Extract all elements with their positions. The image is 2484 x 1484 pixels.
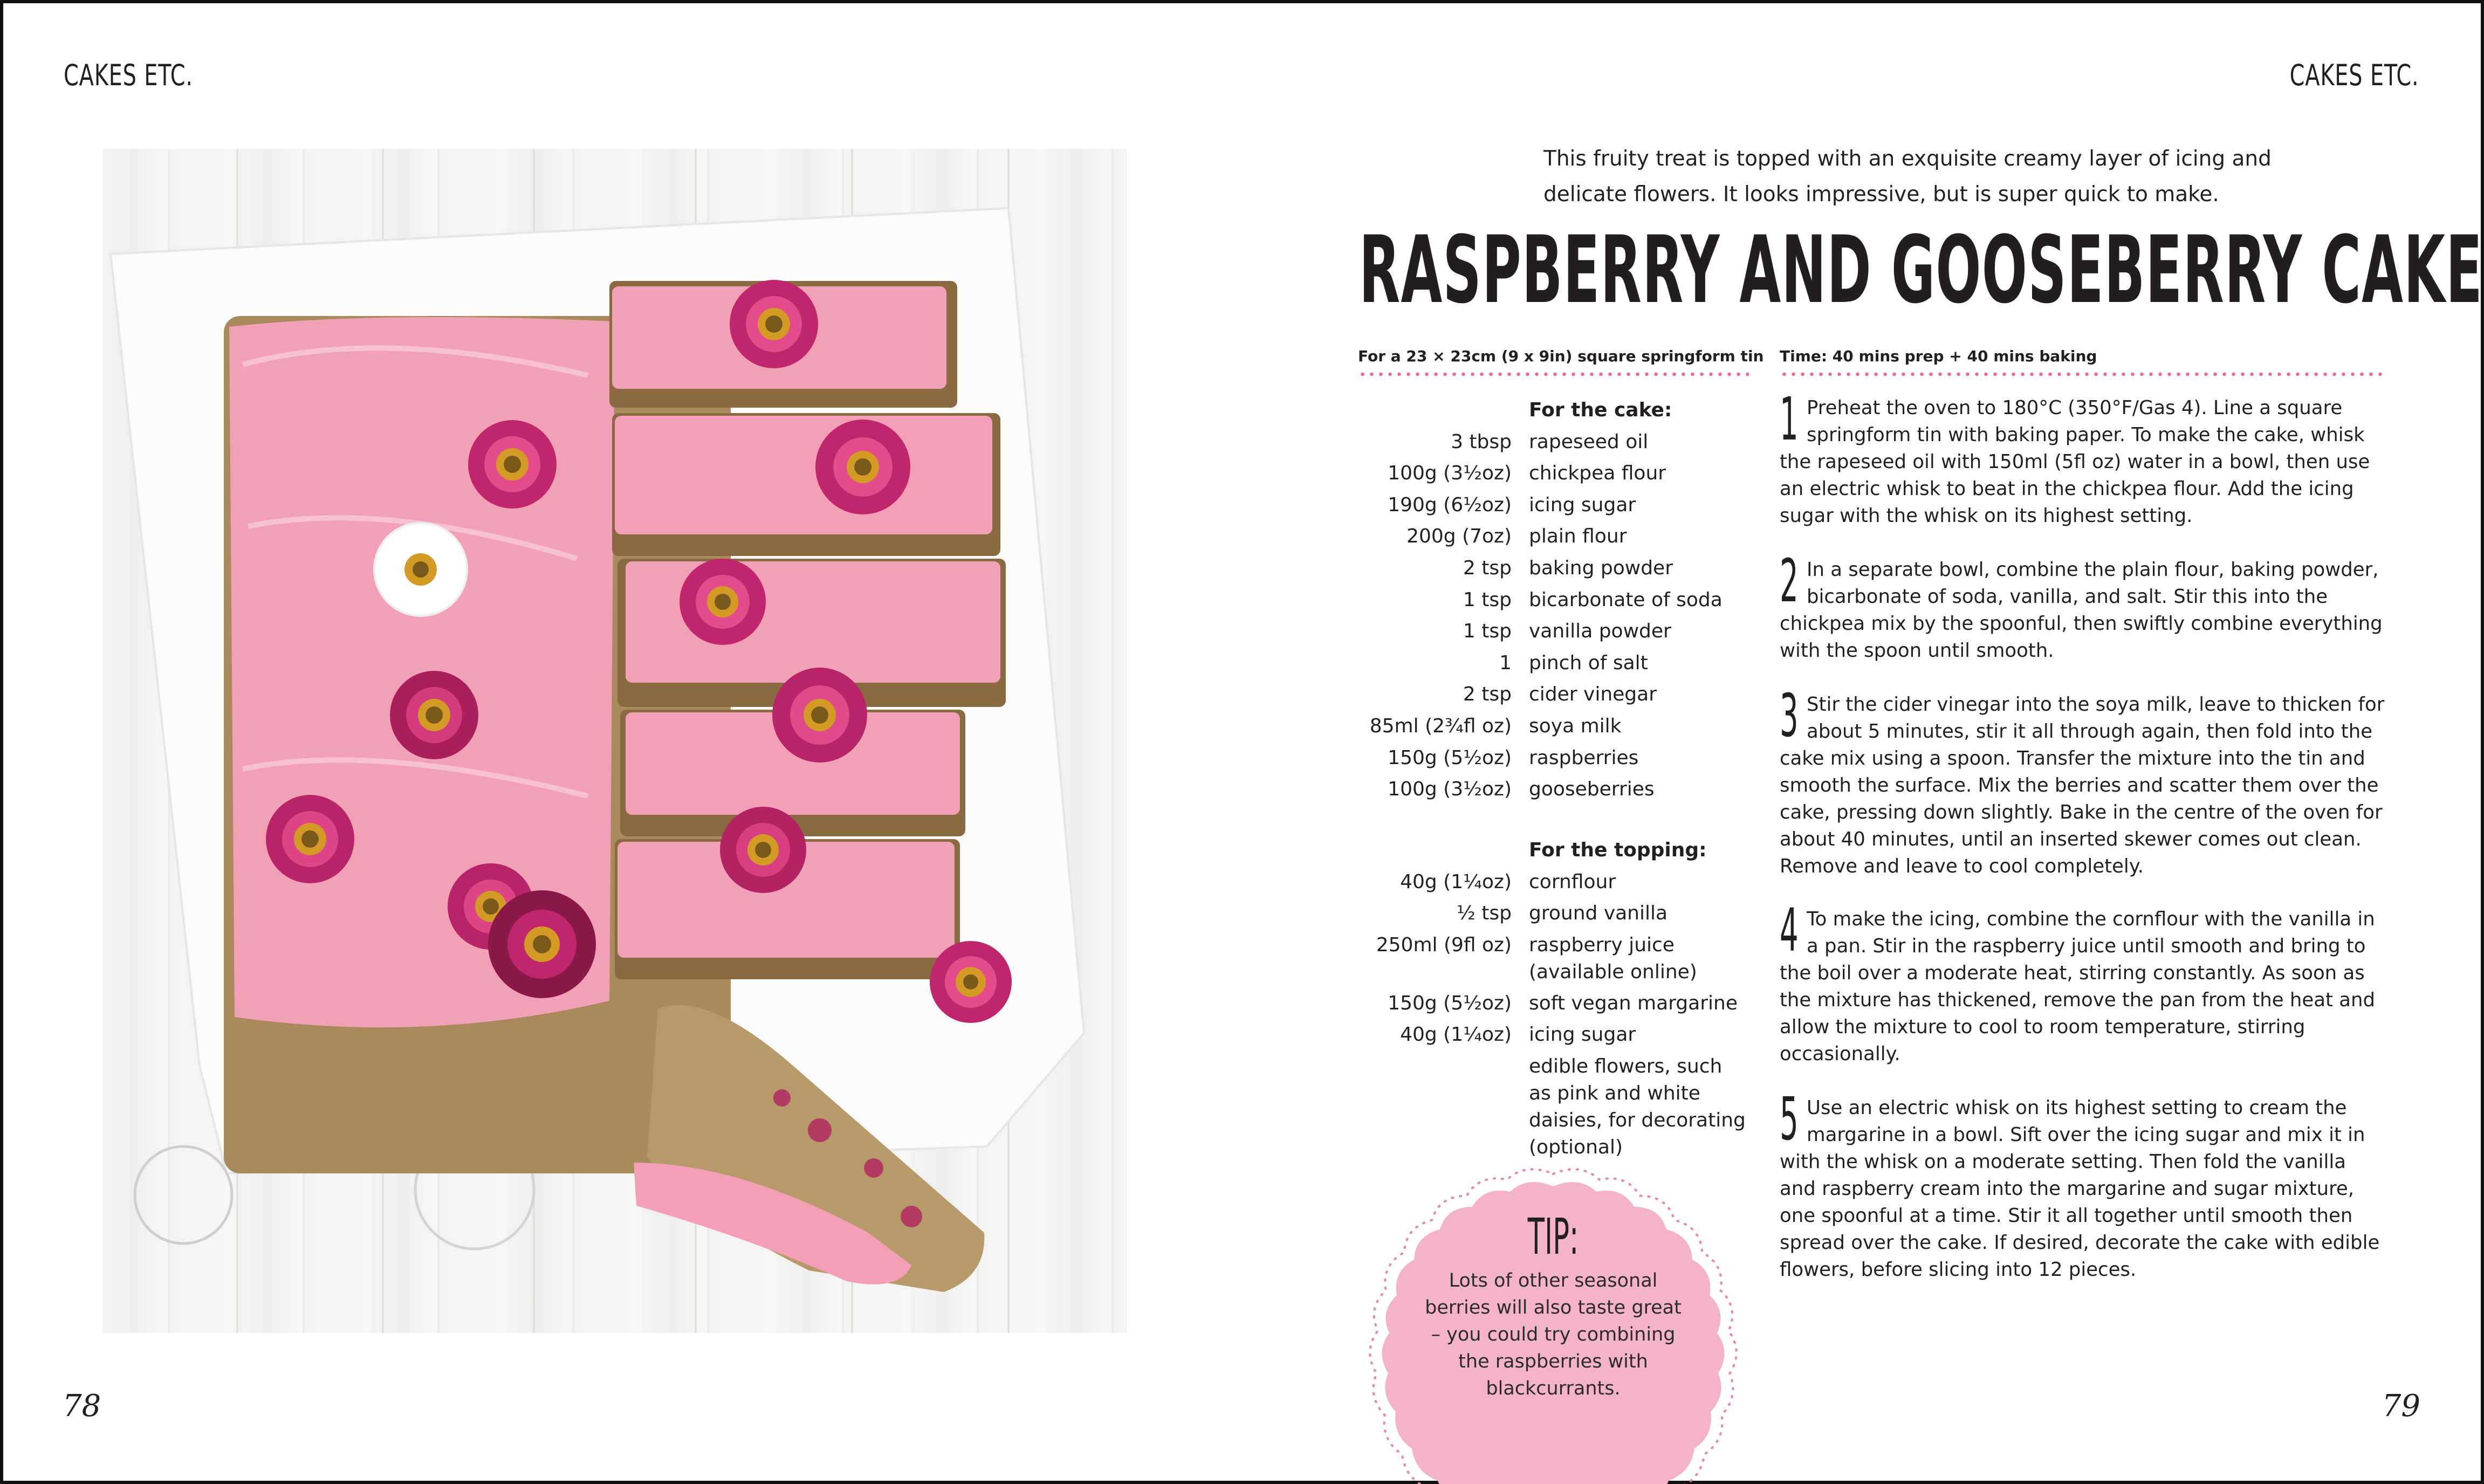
ingredient-row bbox=[1358, 743, 1746, 774]
ingredient-name: icing sugar bbox=[1529, 1023, 1636, 1046]
ingredient-row bbox=[1358, 988, 1746, 1020]
ingredient-row bbox=[1358, 867, 1746, 898]
ingredient-name: cider vinegar bbox=[1529, 683, 1657, 706]
ingredient-qty: 100g (3½oz) bbox=[1388, 462, 1512, 485]
ingredient-name: bicarbonate of soda bbox=[1529, 588, 1723, 611]
step-text: Preheat the oven to 180°C (350°F/Gas 4). Line a square springform tin with baking paper. To make the cake, whisk the rapeseed oil with 150ml (5fl oz) water in a bowl, then use an electric whisk to beat in the chickpea flour. Add the icing sugar with the whisk on its highest setting. bbox=[1780, 397, 2370, 527]
step-number: 2 bbox=[1780, 546, 1799, 615]
ingredient-row bbox=[1358, 427, 1746, 458]
ingredient-name: icing sugar bbox=[1529, 493, 1636, 516]
ingredient-row bbox=[1358, 774, 1746, 806]
ingredient-name: baking powder bbox=[1529, 556, 1673, 579]
dotted-divider-right bbox=[1780, 372, 2383, 376]
step-text: Use an electric whisk on its highest setting to cream the margarine in a bowl. Sift over the icing sugar and mix it in with the whisk on a moderate setting. Then fold the vanilla and raspberry cream into the margarine and sugar mixture, one spoonful at a time. Stir it all together until smooth then spread over the cake. If desired, decorate the cake with edible flowers, before slicing into 12 pieces. bbox=[1780, 1097, 2380, 1281]
ingredient-name: gooseberries bbox=[1529, 778, 1655, 801]
ingredient-row bbox=[1358, 521, 1746, 553]
ingredient-row bbox=[1358, 553, 1746, 585]
ingredient-qty: 190g (6½oz) bbox=[1388, 493, 1512, 516]
page-number-right: 79 bbox=[2382, 1389, 2420, 1424]
ingredient-row bbox=[1358, 679, 1746, 711]
ingredient-qty: 150g (5½oz) bbox=[1388, 992, 1512, 1014]
ingredient-qty: 150g (5½oz) bbox=[1388, 746, 1512, 769]
ingredients-cake-heading: For the cake: bbox=[1529, 399, 1672, 421]
ingredient-name: soya milk bbox=[1529, 714, 1622, 737]
ingredient-qty: 1 tsp bbox=[1463, 620, 1512, 643]
step-number: 5 bbox=[1780, 1084, 1799, 1153]
ingredient-row bbox=[1358, 1051, 1746, 1163]
page-number-left: 78 bbox=[63, 1389, 101, 1424]
running-head-left: CAKES ETC. bbox=[64, 58, 193, 92]
ingredient-name: pinch of salt bbox=[1529, 651, 1648, 674]
tip-title: TIP: bbox=[1527, 1208, 1579, 1266]
method-step bbox=[1780, 1084, 2388, 1283]
ingredient-row bbox=[1358, 711, 1746, 743]
ingredient-name: chickpea flour bbox=[1529, 462, 1666, 485]
cake-photo bbox=[102, 149, 1127, 1333]
ingredient-qty: 1 bbox=[1499, 651, 1512, 674]
time-info: Time: 40 mins prep + 40 mins baking bbox=[1780, 347, 2097, 365]
ingredient-qty: 3 tbsp bbox=[1451, 430, 1512, 453]
ingredient-qty: 200g (7oz) bbox=[1406, 525, 1512, 548]
ingredient-row bbox=[1358, 616, 1746, 648]
ingredient-name: soft vegan margarine bbox=[1529, 992, 1738, 1014]
method-step bbox=[1780, 384, 2388, 530]
ingredient-name: plain flour bbox=[1529, 525, 1627, 548]
ingredient-qty: ½ tsp bbox=[1456, 902, 1512, 925]
intro-text: This fruity treat is topped with an exquisite creamy layer of icing and delicate flowers. It looks impressive, but is super quick to make. bbox=[1543, 147, 2272, 207]
yield-info: For a 23 × 23cm (9 x 9in) square springform tin bbox=[1358, 347, 1764, 365]
ingredient-row bbox=[1358, 490, 1746, 521]
step-text: To make the icing, combine the cornflour with the vanilla in a pan. Stir in the raspberry juice until smooth and bring to the boil over a moderate heat, stirring constantly. As soon as the mixture has thickened, remove the pan from the heat and allow the mixture to cool to room temperature, stirring occasionally. bbox=[1780, 908, 2376, 1065]
ingredient-qty: 2 tsp bbox=[1463, 683, 1512, 706]
ingredient-row bbox=[1358, 458, 1746, 490]
ingredient-qty: 1 tsp bbox=[1463, 588, 1512, 611]
ingredients-topping bbox=[1358, 835, 1746, 1163]
ingredients-cake bbox=[1358, 395, 1746, 806]
ingredient-name: rapeseed oil bbox=[1529, 430, 1649, 453]
tip-text: Lots of other seasonal berries will also taste great – you could try combining the raspberries with blackcurrants. bbox=[1425, 1270, 1682, 1399]
ingredient-qty: 100g (3½oz) bbox=[1388, 778, 1512, 801]
ingredient-row bbox=[1358, 648, 1746, 679]
step-text: In a separate bowl, combine the plain flour, baking powder, bicarbonate of soda, vanilla, and salt. Stir this into the chickpea mix by the spoonful, then swiftly combine everything with the spoon until smooth. bbox=[1780, 559, 2383, 662]
ingredient-name: cornflour bbox=[1529, 870, 1616, 893]
running-head-right: CAKES ETC. bbox=[2290, 58, 2419, 92]
ingredient-name: ground vanilla bbox=[1529, 902, 1668, 925]
step-number: 3 bbox=[1780, 681, 1799, 750]
ingredient-name: vanilla powder bbox=[1529, 620, 1671, 643]
method-step bbox=[1780, 546, 2388, 664]
cake-illustration bbox=[102, 149, 1127, 1333]
ingredient-qty bbox=[1358, 1051, 1512, 1163]
ingredient-row bbox=[1358, 1019, 1746, 1051]
ingredients-topping-heading: For the topping: bbox=[1529, 839, 1707, 861]
ingredient-qty: 40g (1¼oz) bbox=[1400, 1023, 1512, 1046]
step-text: Stir the cider vinegar into the soya milk, leave to thicken for about 5 minutes, stir it all through again, then fold into the cake mix using a spoon. Transfer the mixture into the tin and smooth the surface. Mix the berries and scatter them over the cake, pressing down slightly. Bake in the centre of the oven for about 40 minutes, until an inserted skewer comes out clean. Remove and leave to cool completely. bbox=[1780, 693, 2385, 877]
ingredient-qty: 2 tsp bbox=[1463, 556, 1512, 579]
dotted-divider-left bbox=[1358, 372, 1749, 376]
ingredient-row bbox=[1358, 585, 1746, 616]
ingredient-name: raspberries bbox=[1529, 746, 1639, 769]
ingredient-qty: 40g (1¼oz) bbox=[1400, 870, 1512, 893]
ingredient-qty: 250ml (9fl oz) bbox=[1376, 933, 1512, 956]
ingredient-row bbox=[1358, 930, 1746, 988]
method-step bbox=[1780, 681, 2388, 880]
recipe-title: RASPBERRY AND GOOSEBERRY CAKE bbox=[1359, 216, 2483, 324]
ingredient-row bbox=[1358, 898, 1746, 930]
ingredient-qty: 85ml (2¾fl oz) bbox=[1369, 714, 1512, 737]
method-step bbox=[1780, 896, 2388, 1068]
ingredient-name: raspberry juice (available online) bbox=[1529, 933, 1697, 983]
step-number: 1 bbox=[1780, 384, 1799, 454]
ingredient-name: edible flowers, such as pink and white daisies, for decorating (optional) bbox=[1529, 1055, 1746, 1158]
step-number: 4 bbox=[1780, 896, 1799, 965]
